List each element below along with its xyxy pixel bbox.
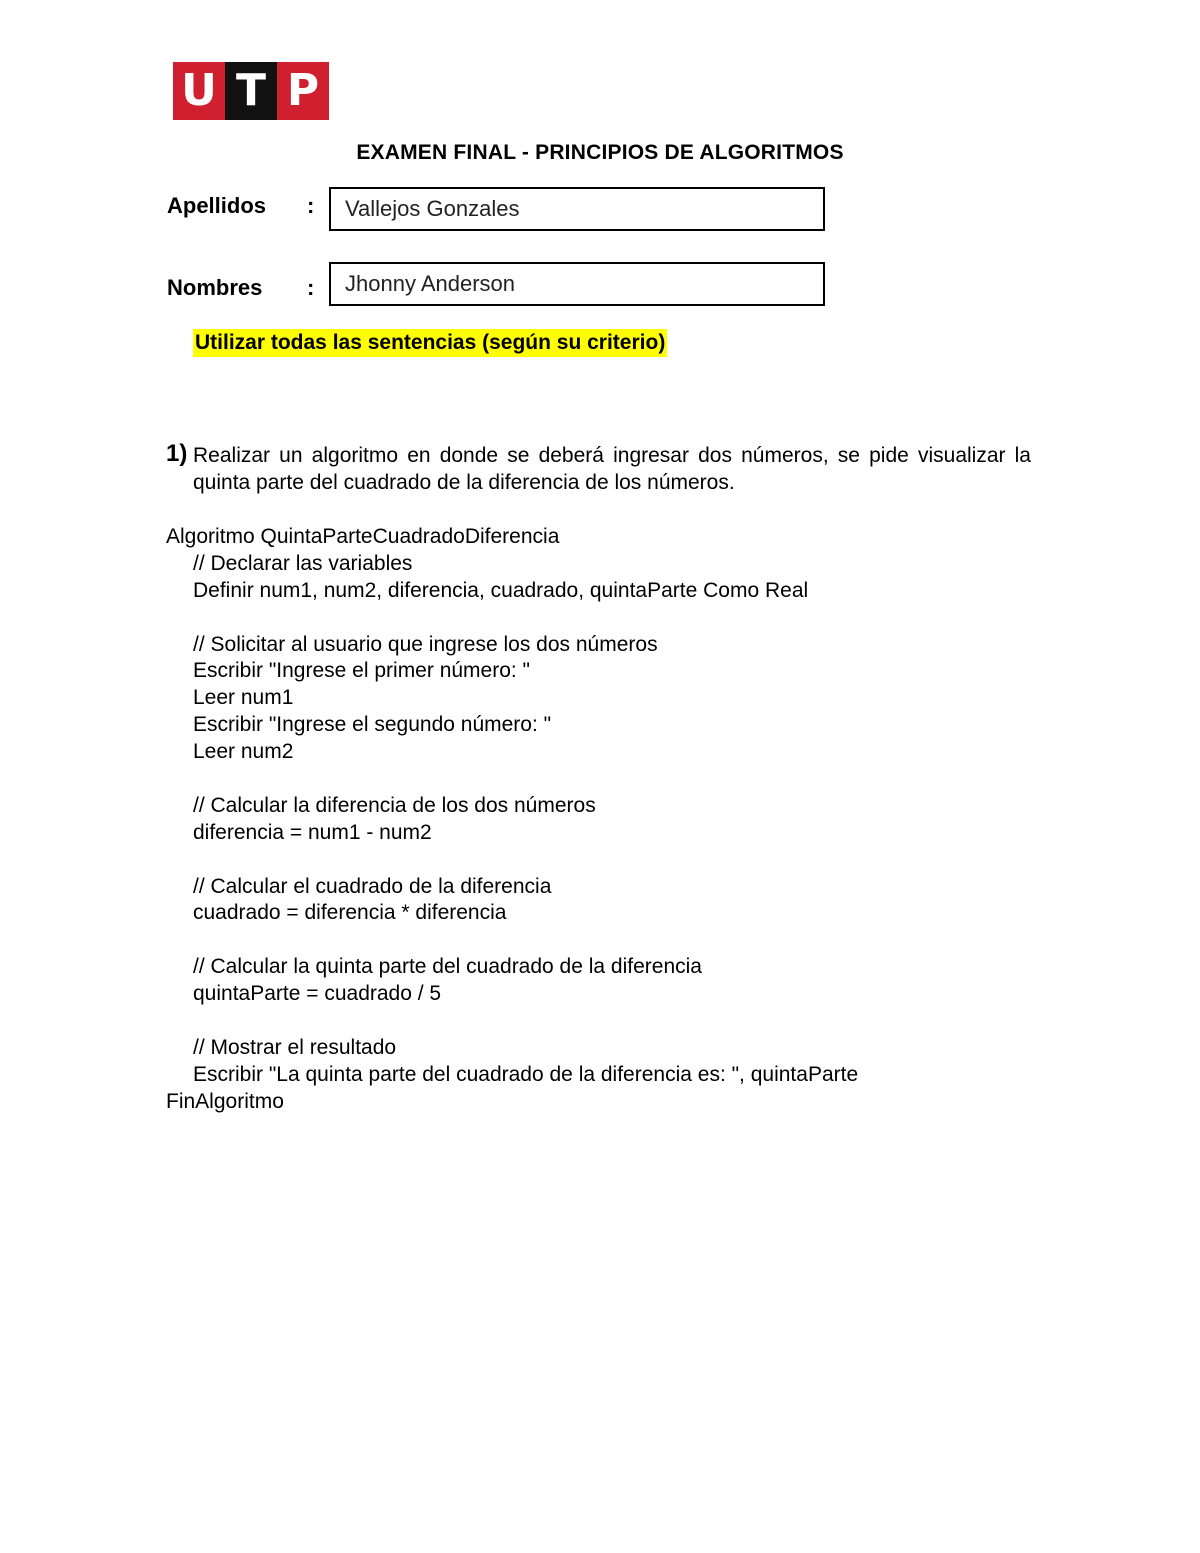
- code-line: // Calcular el cuadrado de la diferencia: [193, 874, 552, 898]
- code-line: [166, 1008, 858, 1035]
- code-line: FinAlgoritmo: [166, 1089, 284, 1113]
- apellidos-colon: :: [307, 193, 315, 218]
- utp-logo: [173, 62, 329, 120]
- nombres-field[interactable]: Jhonny Anderson: [329, 262, 825, 306]
- code-line: Algoritmo QuintaParteCuadradoDiferencia: [166, 525, 560, 548]
- instruction-highlight: Utilizar todas las sentencias (según su criterio): [193, 329, 667, 357]
- code-line: Definir num1, num2, diferencia, cuadrado, quintaParte Como Real: [193, 578, 809, 602]
- question-text: Realizar un algoritmo en donde se deberá ingresar dos números, se pide visualizar la quinta parte del cuadrado de la diferencia de los números.: [193, 444, 1031, 494]
- code-line: Leer num2: [193, 740, 294, 764]
- code-line: cuadrado = diferencia * diferencia: [193, 901, 507, 925]
- logo-letter-u: U: [173, 62, 225, 120]
- code-line: // Calcular la diferencia de los dos números: [193, 793, 596, 817]
- apellidos-label: Apellidos: [167, 193, 267, 218]
- page-title: EXAMEN FINAL - PRINCIPIOS DE ALGORITMOS: [356, 141, 844, 164]
- logo-letter-p: P: [277, 62, 329, 120]
- code-line: Escribir "Ingrese el segundo número: ": [193, 713, 552, 737]
- code-line: // Solicitar al usuario que ingrese los dos números: [193, 632, 658, 656]
- code-line: Escribir "Ingrese el primer número: ": [193, 659, 531, 683]
- code-line: // Calcular la quinta parte del cuadrado de la diferencia: [193, 955, 702, 979]
- code-line: Escribir "La quinta parte del cuadrado de la diferencia es: ", quintaParte: [193, 1062, 859, 1086]
- logo-letter-t: T: [225, 62, 277, 120]
- code-line: // Mostrar el resultado: [193, 1035, 397, 1059]
- code-line: [166, 605, 858, 632]
- question-number: 1): [166, 440, 188, 467]
- code-line: // Declarar las variables: [193, 551, 413, 575]
- algorithm-code-block: [166, 524, 858, 1116]
- code-line: [166, 847, 858, 874]
- apellidos-field[interactable]: Vallejos Gonzales: [329, 187, 825, 231]
- code-line: [166, 927, 858, 954]
- code-line: diferencia = num1 - num2: [193, 820, 432, 844]
- nombres-colon: :: [307, 275, 315, 300]
- code-line: [166, 766, 858, 793]
- code-line: quintaParte = cuadrado / 5: [193, 982, 442, 1006]
- nombres-label: Nombres: [167, 275, 263, 300]
- code-line: Leer num1: [193, 686, 294, 710]
